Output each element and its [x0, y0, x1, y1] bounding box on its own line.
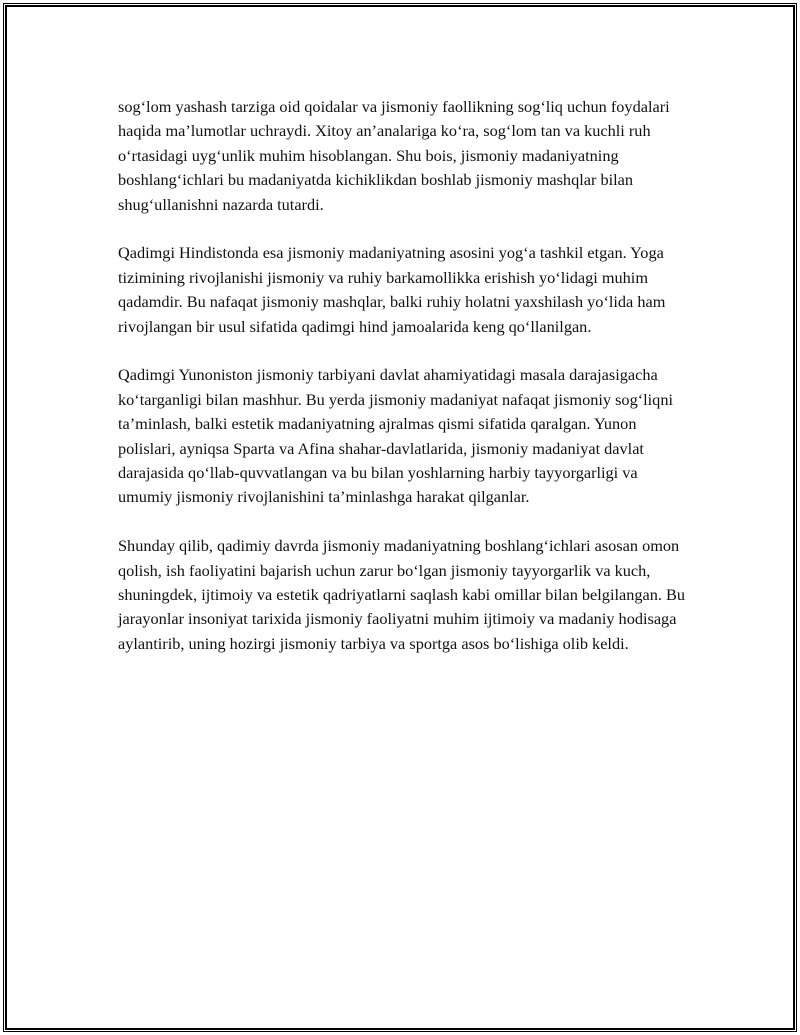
paragraph-1: sog‘lom yashash tarziga oid qoidalar va jismoniy faollikning sog‘liq uchun foydalari haqida ma’lumotlar uchraydi. Xitoy an’analariga ko‘ra, sog‘lom tan va kuchli ruh o‘rtasidagi uyg‘unlik muhim hisoblangan. Shu bois, jismoniy madaniyatning boshlang‘ichlari bu madaniyatda kichiklikdan boshlab jismoniy mashqlar bilan shug‘ullanishni nazarda tutardi.: [118, 97, 670, 214]
paragraph-3: Qadimgi Yunoniston jismoniy tarbiyani davlat ahamiyatidagi masala darajasigacha ko‘targanligi bilan mashhur. Bu yerda jismoniy madaniyat nafaqat jismoniy sog‘liqni ta’minlash, balki estetik madaniyatning ajralmas qismi sifatida qaralgan. Yunon polislari, ayniqsa Sparta va Afina shahar-davlatlarida, jismoniy madaniyat davlat darajasida qo‘llab-quvvatlangan va bu bilan yoshlarning harbiy tayyorgarligi va umumiy jismoniy rivojlanishini ta’minlashga harakat qilganlar.: [118, 365, 673, 507]
paragraph-4: Shunday qilib, qadimiy davrda jismoniy madaniyatning boshlang‘ichlari asosan omon qolish, ish faoliyatini bajarish uchun zarur bo‘lgan jismoniy tayyorgarlik va kuch, shuningdek, ijtimoiy va estetik qadriyatlarni saqlash kabi omillar bilan belgilangan. Bu jarayonlar insoniyat tarixida jismoniy faoliyatni muhim ijtimoiy va madaniy hodisaga aylantirib, uning hozirgi jismoniy tarbiya va sportga asos bo‘lishiga olib keldi.: [118, 536, 686, 653]
document-body: [118, 95, 688, 681]
paragraph-2: Qadimgi Hindistonda esa jismoniy madaniyatning asosini yog‘a tashkil etgan. Yoga tizimining rivojlanishi jismoniy va ruhiy barkamollikka erishish yo‘lidagi muhim qadamdir. Bu nafaqat jismoniy mashqlar, balki ruhiy holatni yaxshilash yo‘lida ham rivojlangan bir usul sifatida qadimgi hind jamoalarida keng qo‘llanilgan.: [118, 243, 666, 336]
